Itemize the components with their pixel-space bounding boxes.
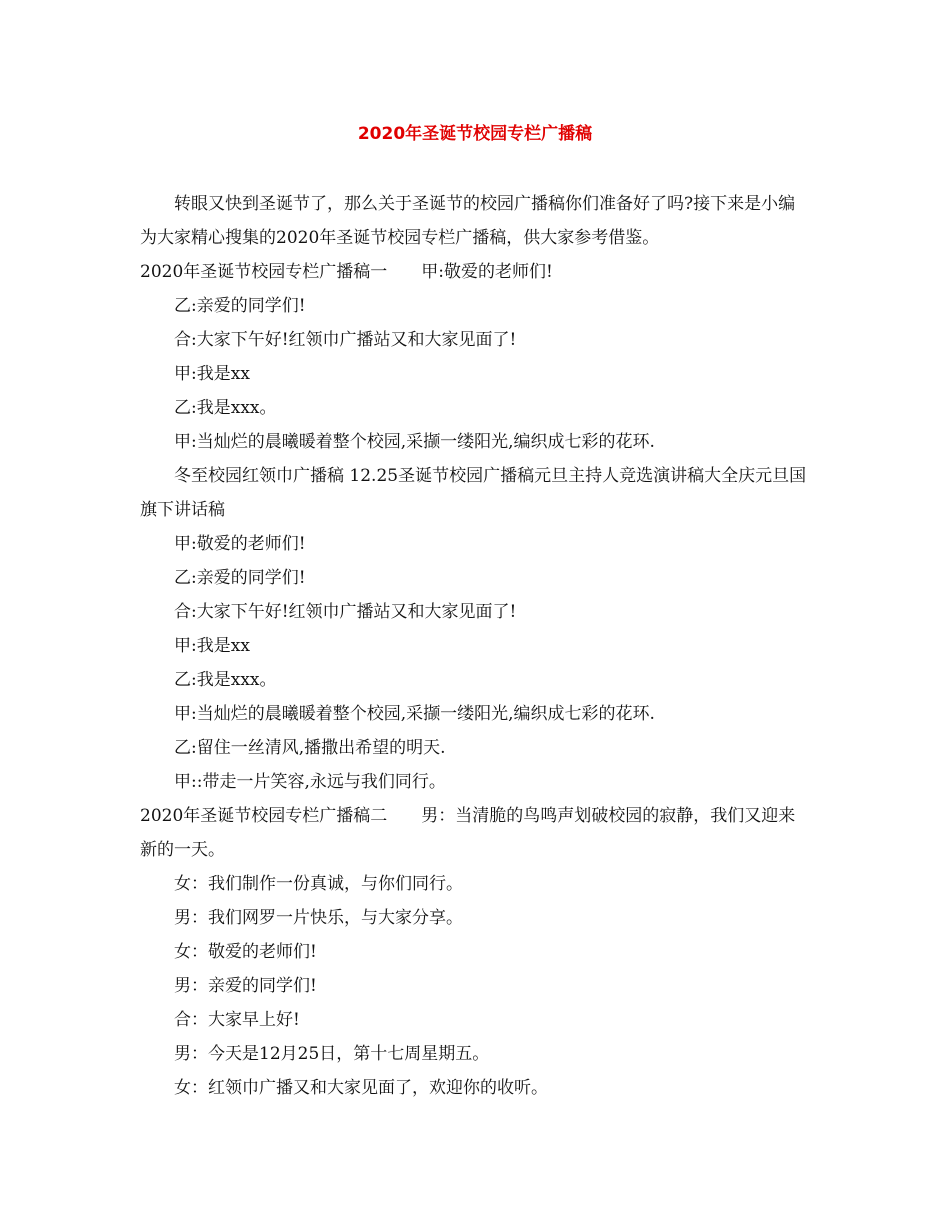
paragraph: 乙:我是xxx。 (174, 670, 277, 690)
paragraph: 男：今天是12月25日，第十七周星期五。 (174, 1044, 490, 1064)
paragraph: 转眼又快到圣诞节了，那么关于圣诞节的校园广播稿你们准备好了吗?接下来是小编为大家精心搜集的2020年圣诞节校园专栏广播稿，供大家参考借鉴。 (140, 194, 796, 248)
paragraph: 男：亲爱的同学们! (174, 976, 317, 996)
paragraph: 甲:当灿烂的晨曦暖着整个校园,采撷一缕阳光,编织成七彩的花环. (174, 704, 655, 724)
paragraph: 甲:我是xx (174, 636, 250, 656)
document-body (140, 187, 812, 1105)
paragraph: 女：红领巾广播又和大家见面了，欢迎你的收听。 (174, 1078, 548, 1098)
paragraph: 合:大家下午好!红领巾广播站又和大家见面了! (174, 330, 517, 350)
paragraph: 乙:亲爱的同学们! (174, 296, 306, 316)
paragraph: 2020年圣诞节校园专栏广播稿二 男：当清脆的鸟鸣声划破校园的寂静，我们又迎来新的一天。 (140, 806, 796, 860)
paragraph: 男：我们网罗一片快乐，与大家分享。 (174, 908, 463, 928)
document-title: 2020年圣诞节校园专栏广播稿 (357, 124, 593, 144)
paragraph: 2020年圣诞节校园专栏广播稿一 甲:敬爱的老师们! (140, 262, 553, 282)
paragraph: 合：大家早上好! (174, 1010, 300, 1030)
paragraph: 女：我们制作一份真诚，与你们同行。 (174, 874, 463, 894)
paragraph: 乙:留住一丝清风,播撒出希望的明天. (174, 738, 446, 758)
paragraph: 合:大家下午好!红领巾广播站又和大家见面了! (174, 602, 517, 622)
paragraph: 乙:亲爱的同学们! (174, 568, 306, 588)
paragraph: 甲:敬爱的老师们! (174, 534, 306, 554)
paragraph: 乙:我是xxx。 (174, 398, 277, 418)
paragraph: 甲::带走一片笑容,永远与我们同行。 (174, 772, 446, 792)
paragraph: 甲:我是xx (174, 364, 250, 384)
paragraph: 女：敬爱的老师们! (174, 942, 317, 962)
paragraph: 冬至校园红领巾广播稿 12.25圣诞节校园广播稿元旦主持人竞选演讲稿大全庆元旦国旗下讲话稿 (140, 466, 807, 520)
paragraph: 甲:当灿烂的晨曦暖着整个校园,采撷一缕阳光,编织成七彩的花环. (174, 432, 655, 452)
